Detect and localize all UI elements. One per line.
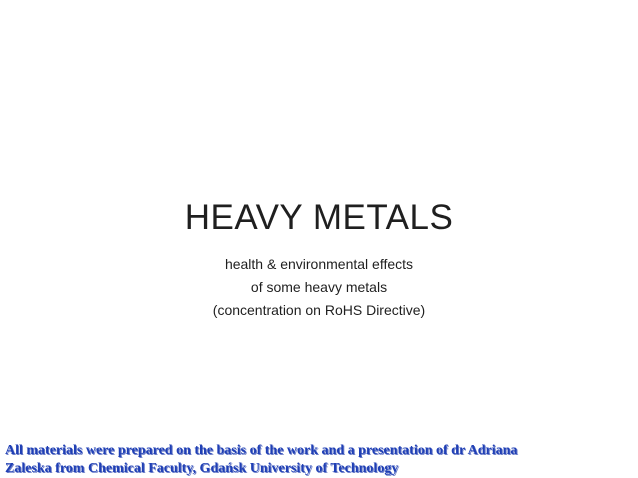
subtitle-line: (concentration on RoHS Directive) [212, 302, 426, 318]
slide-subtitle [0, 253, 638, 322]
subtitle-line: of some heavy metals [250, 279, 388, 295]
slide-title: HEAVY METALS [184, 198, 454, 237]
credit-note [5, 442, 625, 478]
credit-line: Zaleska from Chemical Faculty, Gdańsk University of Technology [5, 461, 399, 476]
credit-line: All materials were prepared on the basis of the work and a presentation of dr Adriana [5, 443, 518, 458]
subtitle-line: health & environmental effects [224, 256, 414, 272]
